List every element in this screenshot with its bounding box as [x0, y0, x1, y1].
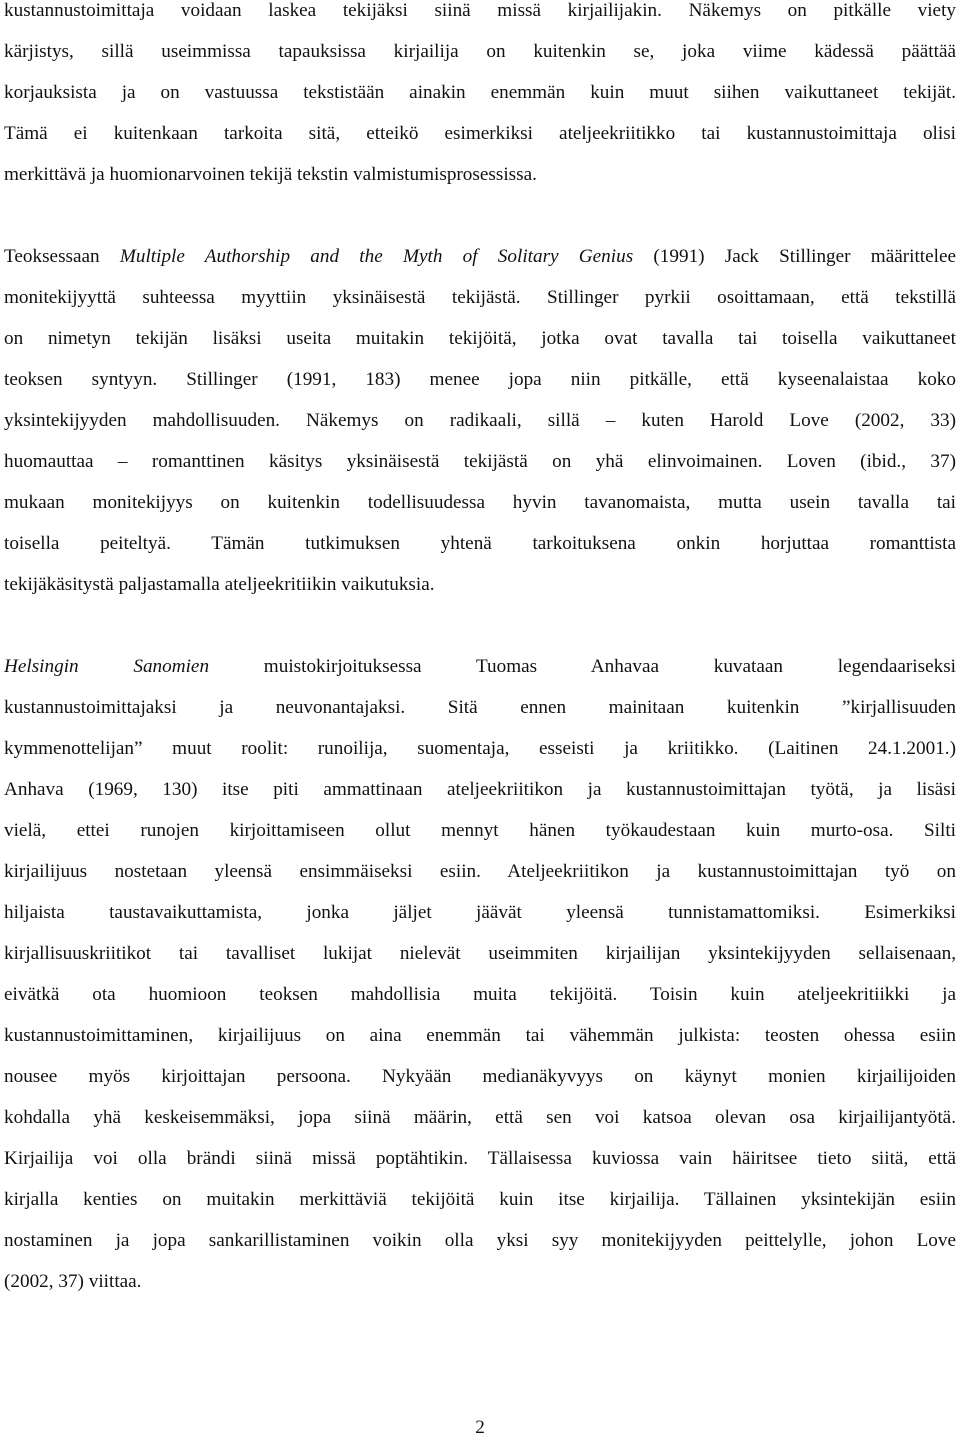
text-line: Kirjailija voi olla brändi siinä missä poptähtikin. Tällaisessa kuviossa vain häiritsee tieto siitä, että [4, 1148, 956, 1169]
text-line: kärjistys, sillä useimmissa tapauksissa kirjailija on kuitenkin se, joka viime kädessä päättää [4, 41, 956, 62]
text-line: korjauksista ja on vastuussa tekstistään ainakin enemmän kuin muut siihen vaikuttaneet tekijät. [4, 82, 956, 103]
text-line: Tämä ei kuitenkaan tarkoita sitä, etteikö esimerkiksi ateljeekriitikko tai kustannustoimittaja olisi [4, 123, 956, 144]
newspaper-name: Helsingin Sanomien [4, 656, 210, 677]
text-line: tekijäkäsitystä paljastamalla ateljeekritiikin vaikutuksia. [4, 574, 435, 595]
text-line [4, 242, 956, 272]
text-line: merkittävä ja huomionarvoinen tekijä tekstin valmistumisprosessissa. [4, 164, 537, 185]
text-segment: (1991) Jack Stillinger määrittelee [633, 246, 956, 267]
text-line: kymmenottelijan” muut roolit: runoilija, suomentaja, esseisti ja kriitikko. (Laitinen 24.1.2001.) [4, 738, 956, 759]
text-line: on nimetyn tekijän lisäksi useita muitakin tekijöitä, jotka ovat tavalla tai toisella vaikuttaneet [4, 328, 956, 349]
text-segment: muistokirjoituksessa Tuomas Anhavaa kuvataan legendaariseksi [209, 656, 956, 677]
text-line: mukaan monitekijyys on kuitenkin todellisuudessa hyvin tavanomaista, mutta usein tavalla tai [4, 492, 956, 513]
text-line: Anhava (1969, 130) itse piti ammattinaan ateljeekriitikon ja kustannustoimittajan työtä, ja lisäsi [4, 779, 956, 800]
text-line: kirjallisuuskriitikot tai tavalliset lukijat nielevät useimmiten kirjailijan yksintekijyyden sellaisenaan, [4, 943, 956, 964]
text-line: yksintekijyyden mahdollisuuden. Näkemys on radikaali, sillä – kuten Harold Love (2002, 33) [4, 410, 956, 431]
book-title: Multiple Authorship and the Myth of Solitary Genius [119, 246, 634, 267]
text-line: kirjailijuus nostetaan yleensä ensimmäiseksi esiin. Ateljeekriitikon ja kustannustoimittajan työ on [4, 861, 956, 882]
text-segment: Teoksessaan [4, 246, 120, 267]
text-line: kustannustoimittajaksi ja neuvonantajaksi. Sitä ennen mainitaan kuitenkin ”kirjallisuuden [4, 697, 956, 718]
page-number: 2 [475, 1417, 485, 1438]
text-line: (2002, 37) viittaa. [4, 1271, 142, 1292]
text-line: kustannustoimittaja voidaan laskea tekijäksi siinä missä kirjailijakin. Näkemys on pitkälle viety [4, 0, 956, 21]
text-line: kustannustoimittaminen, kirjailijuus on aina enemmän tai vähemmän julkista: teosten ohessa esiin [4, 1025, 956, 1046]
text-line [4, 652, 956, 682]
text-line: nostaminen ja jopa sankarillistaminen voikin olla yksi syy monitekijyyden peittelylle, johon Love [4, 1230, 956, 1251]
text-line: eivätkä ota huomioon teoksen mahdollisia muita tekijöitä. Toisin kuin ateljeekritiikki ja [4, 984, 956, 1005]
text-line: nousee myös kirjoittajan persoona. Nykyään medianäkyvyys on käynyt monien kirjailijoiden [4, 1066, 956, 1087]
text-line: kohdalla yhä keskeisemmäksi, jopa siinä määrin, että sen voi katsoa olevan osa kirjailijantyötä. [4, 1107, 956, 1128]
text-line: teoksen syntyyn. Stillinger (1991, 183) menee jopa niin pitkälle, että kyseenalaistaa koko [4, 369, 956, 390]
text-line: toisella peiteltyä. Tämän tutkimuksen yhtenä tarkoituksena onkin horjuttaa romanttista [4, 533, 956, 554]
text-line: vielä, ettei runojen kirjoittamiseen ollut mennyt hänen työkaudestaan kuin murto-osa. Silti [4, 820, 956, 841]
text-line: hiljaista taustavaikuttamista, jonka jäljet jäävät yleensä tunnistamattomiksi. Esimerkiksi [4, 902, 956, 923]
text-line: kirjalla kenties on muitakin merkittäviä tekijöitä kuin itse kirjailija. Tällainen yksintekijän esiin [4, 1189, 956, 1210]
text-line: huomauttaa – romanttinen käsitys yksinäisestä tekijästä on yhä elinvoimainen. Loven (ibid., 37) [4, 451, 956, 472]
text-line: monitekijyyttä suhteessa myyttiin yksinäisestä tekijästä. Stillinger pyrkii osoittamaan, että tekstillä [4, 287, 956, 308]
